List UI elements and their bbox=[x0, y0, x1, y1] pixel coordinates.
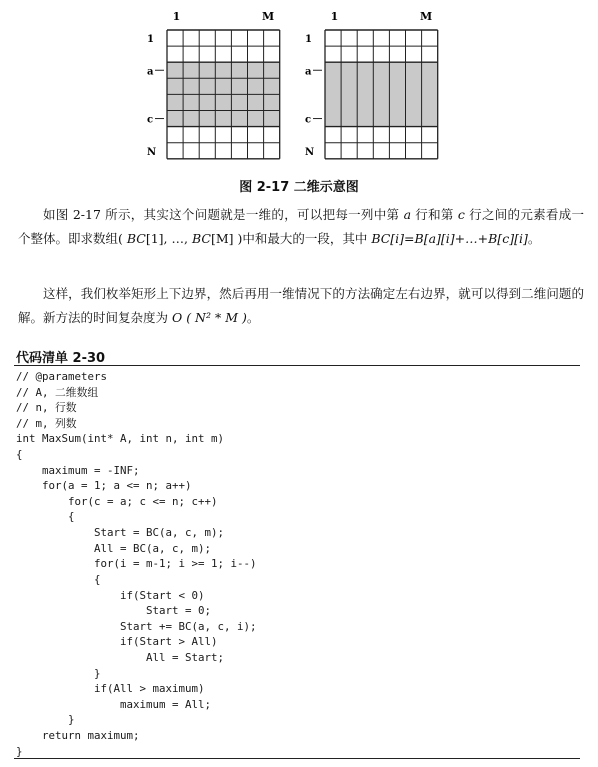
code-line: if(All > maximum) bbox=[16, 682, 205, 696]
code-line: if(Start < 0) bbox=[16, 588, 205, 602]
code-line: { bbox=[16, 510, 75, 524]
row-label: a bbox=[305, 66, 312, 78]
code-line: } bbox=[16, 744, 23, 758]
complexity-formula: O ( N² * M ) bbox=[171, 310, 247, 325]
code-line: maximum = -INF; bbox=[16, 463, 140, 477]
array-bc-m: BC bbox=[191, 231, 211, 246]
listing-top-rule bbox=[14, 365, 580, 366]
paragraph-1 bbox=[18, 203, 584, 251]
code-line: for(a = 1; a <= n; a++) bbox=[16, 479, 192, 493]
col-label-last: M bbox=[261, 10, 275, 23]
code-line: if(Start > All) bbox=[16, 635, 218, 649]
code-line: for(i = m-1; i >= 1; i--) bbox=[16, 557, 257, 571]
row-label: c bbox=[305, 114, 312, 126]
array-bc-1-index: [1], …, bbox=[145, 231, 192, 246]
row-label: c bbox=[147, 114, 154, 126]
code-line: maximum = All; bbox=[16, 697, 212, 711]
paragraph-1-text-4: )中和最大的一段，其中 bbox=[233, 231, 372, 246]
bc-formula: BC[i]=B[a][i]+…+B[c][i] bbox=[371, 231, 528, 246]
right-grid bbox=[305, 10, 438, 159]
paragraph-1-text-3: 行之间的元素看成一个整体。即求数组( bbox=[18, 207, 584, 246]
col-label-first: 1 bbox=[330, 10, 339, 23]
paragraph-2-text: 这样，我们枚举矩形上下边界，然后再用一维情况下的方法确定左右边界，就可以得到二维问题的解。新方法的时间复杂度为 bbox=[18, 286, 584, 325]
listing-title: 代码清单 2-30 bbox=[16, 351, 106, 366]
code-line: All = Start; bbox=[16, 650, 225, 664]
shaded-band bbox=[325, 62, 438, 126]
code-line: All = BC(a, c, m); bbox=[16, 541, 212, 555]
code-line: { bbox=[16, 448, 23, 462]
row-label: N bbox=[147, 146, 157, 158]
code-listing bbox=[16, 369, 257, 759]
listing-bottom-rule bbox=[14, 758, 580, 759]
paragraph-1-text-2: 行和第 bbox=[411, 207, 458, 222]
col-label-last: M bbox=[419, 10, 433, 23]
code-line: Start = 0; bbox=[16, 604, 212, 618]
code-line: int MaxSum(int* A, int n, int m) bbox=[16, 432, 225, 446]
row-label: a bbox=[147, 66, 154, 78]
code-line: // m, 列数 bbox=[16, 416, 77, 430]
paragraph-2 bbox=[18, 282, 584, 330]
code-line: // n, 行数 bbox=[16, 401, 77, 415]
figure-caption: 图 2-17 二维示意图 bbox=[239, 180, 359, 195]
code-line: } bbox=[16, 666, 101, 680]
row-label: N bbox=[305, 146, 315, 158]
code-line: for(c = a; c <= n; c++) bbox=[16, 494, 218, 508]
var-c: c bbox=[457, 207, 465, 222]
code-line: // @parameters bbox=[16, 370, 108, 383]
code-line: } bbox=[16, 713, 75, 727]
code-line: Start = BC(a, c, m); bbox=[16, 526, 225, 540]
figure-2-17 bbox=[0, 0, 598, 172]
code-line: // A, 二维数组 bbox=[16, 385, 99, 399]
left-grid bbox=[147, 10, 280, 159]
row-label: 1 bbox=[305, 34, 312, 46]
code-line: Start += BC(a, c, i); bbox=[16, 619, 257, 633]
array-bc-1: BC bbox=[126, 231, 146, 246]
row-label: 1 bbox=[147, 34, 154, 46]
code-line: return maximum; bbox=[16, 729, 140, 743]
array-bc-m-index: [M] bbox=[210, 231, 234, 246]
paragraph-1-text-1: 如图 2-17 所示，其实这个问题就是一维的，可以把每一列中第 bbox=[43, 207, 404, 222]
paragraph-2-end: 。 bbox=[246, 310, 260, 325]
var-a: a bbox=[403, 207, 412, 222]
paragraph-1-text-5: 。 bbox=[527, 231, 541, 246]
col-label-first: 1 bbox=[172, 10, 181, 23]
code-line: { bbox=[16, 572, 101, 586]
